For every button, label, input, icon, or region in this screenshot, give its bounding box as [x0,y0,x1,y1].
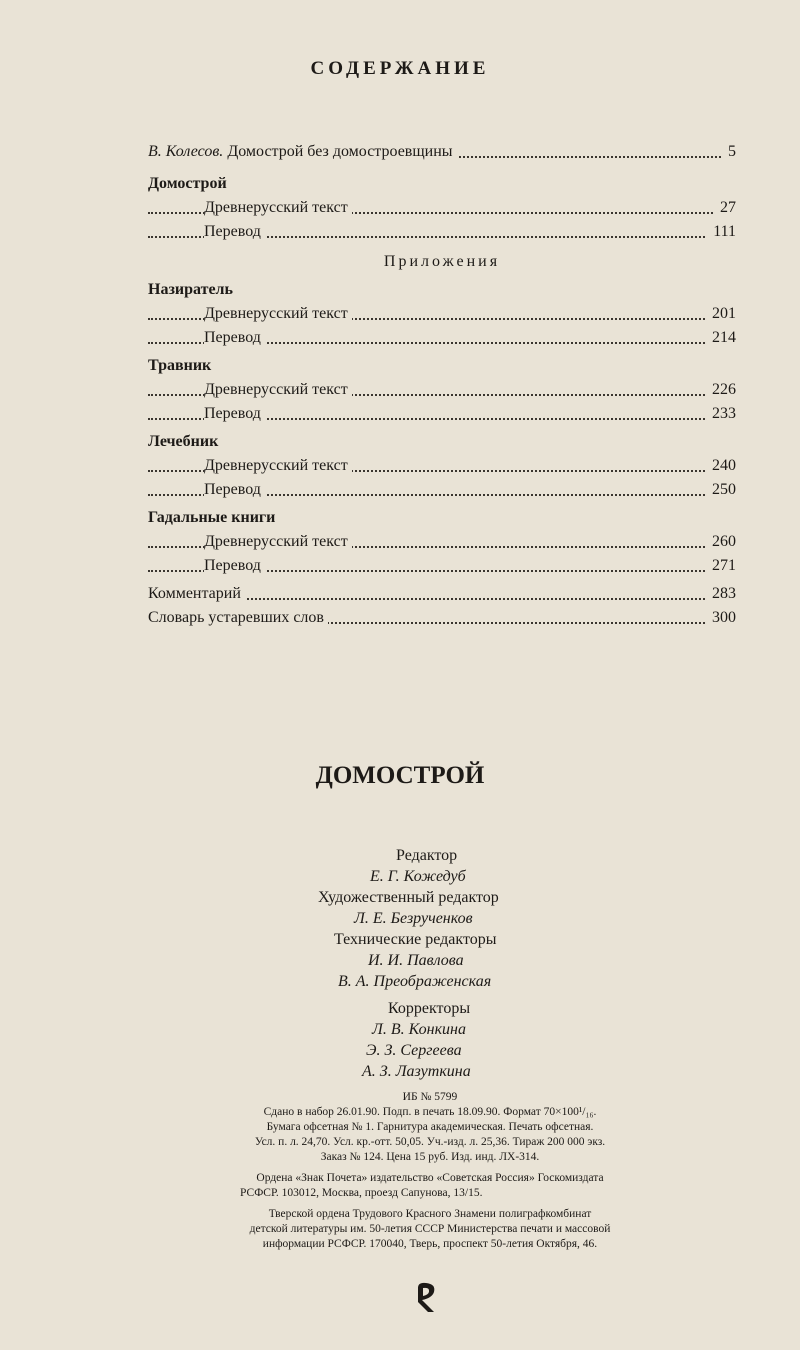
imprint-line: Заказ № 124. Цена 15 руб. Изд. инд. ЛХ-314. [320,1151,540,1163]
book-title: ДОМОСТРОЙ [315,762,485,789]
editor-name: Е. Г. Кожедуб [370,868,466,885]
page-number: 233 [706,402,736,426]
toc-entry[interactable]: Перевод 271 [148,554,736,578]
page-number: 260 [706,530,736,554]
editorial-staff [300,845,600,1082]
intro-title: Домострой без домостроевщины [227,143,453,160]
toc-entry[interactable]: Перевод 233 [148,402,736,426]
page-number: 111 [707,220,736,244]
toc-entry[interactable]: Перевод 111 [148,220,736,244]
imprint [150,1090,710,1252]
page-number: 27 [714,196,736,220]
toc-section-nazíratel: Назиратель [148,278,736,302]
page-number: 214 [706,326,736,350]
imprint-line: Бумага офсетная № 1. Гарнитура академическая. Печать офсетная. [266,1121,594,1133]
publisher-line: РСФСР. 103012, Москва, проезд Сапунова, 13/15. [240,1187,483,1199]
imprint-line: Сдано в набор 26.01.90. Подп. в печать 18.09.90. Формат 70×100¹/₁₆. [263,1106,597,1118]
table-of-contents [148,140,736,630]
page-number: 226 [706,378,736,402]
tech-editor-name: И. И. Павлова [368,952,464,969]
page-number: 283 [706,582,736,606]
toc-entry[interactable]: Древнерусский текст 226 [148,378,736,402]
tech-editors-role: Технические редакторы [334,931,497,948]
ib-number: ИБ № 5799 [402,1091,458,1103]
toc-entry-glossary[interactable]: Словарь устаревших слов 300 [148,606,736,630]
toc-section-lechebnik: Лечебник [148,430,736,454]
publisher-emblem-icon [412,1280,442,1316]
printer-line: детской литературы им. 50-летия СССР Министерства печати и массовой [249,1223,611,1235]
toc-entry[interactable]: Древнерусский текст 27 [148,196,736,220]
toc-entry[interactable]: Древнерусский текст 240 [148,454,736,478]
page-number: 240 [706,454,736,478]
tech-editor-name: В. А. Преображенская [338,973,492,990]
toc-title: СОДЕРЖАНИЕ [310,58,490,79]
corrector-name: Л. В. Конкина [372,1021,466,1038]
toc-entry-commentary[interactable]: Комментарий 283 [148,582,736,606]
page-number: 250 [706,478,736,502]
art-editor-name: Л. Е. Безрученков [354,910,473,927]
correctors-role: Корректоры [388,1000,471,1017]
printer-line: информации РСФСР. 170040, Тверь, проспект 50-летия Октября, 46. [262,1238,598,1250]
editor-role: Редактор [396,847,458,864]
toc-section-travnik: Травник [148,354,736,378]
corrector-name: А. З. Лазуткина [362,1063,471,1080]
toc-entry-intro[interactable] [148,140,736,164]
printer-line: Тверской ордена Трудового Красного Знамени полиграфкомбинат [268,1208,592,1220]
toc-section-gadalnye-knigi: Гадальные книги [148,506,736,530]
toc-entry[interactable]: Перевод 214 [148,326,736,350]
page-number: 201 [706,302,736,326]
toc-entry[interactable]: Древнерусский текст 260 [148,530,736,554]
art-editor-role: Художественный редактор [318,889,499,906]
toc-entry[interactable]: Перевод 250 [148,478,736,502]
toc-appendix-heading: Приложения [383,253,501,270]
page-number: 5 [722,140,736,164]
imprint-line: Усл. п. л. 24,70. Усл. кр.-отт. 50,05. Уч.-изд. л. 25,36. Тираж 200 000 экз. [254,1136,606,1148]
corrector-name: Э. З. Сергеева [366,1042,462,1059]
intro-author: В. Колесов. [148,143,224,160]
page-number: 271 [706,554,736,578]
toc-entry[interactable]: Древнерусский текст 201 [148,302,736,326]
publisher-line: Ордена «Знак Почета» издательство «Советская Россия» Госкомиздата [256,1172,604,1184]
toc-section-domostroy: Домострой [148,172,736,196]
page-number: 300 [706,606,736,630]
